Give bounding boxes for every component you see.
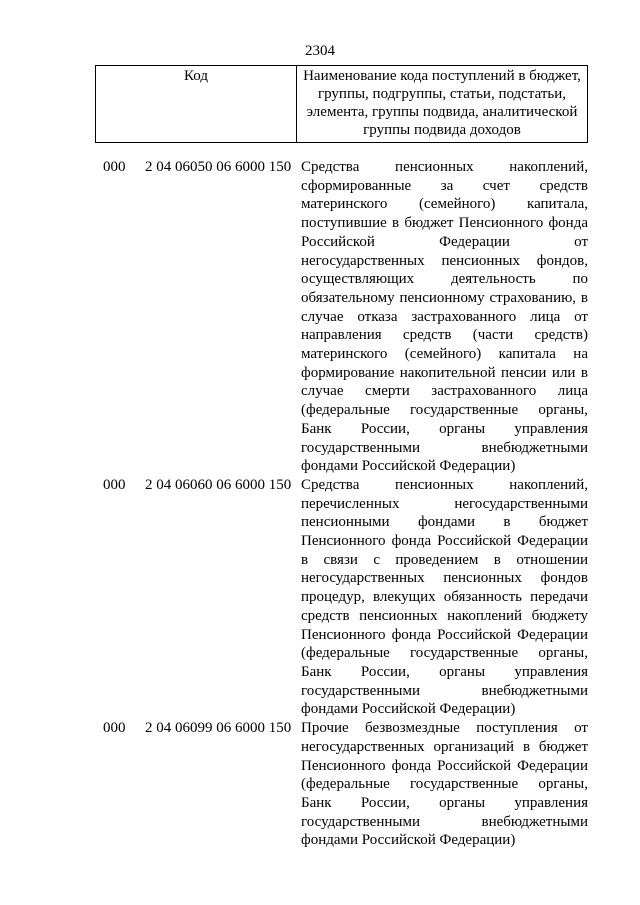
page-number: 2304 [305,43,335,59]
admin-code: 000 [103,720,126,737]
header-name-cell: Наименование кода поступлений в бюджет, группы, подгруппы, статьи, подстатьи, элемента, группы подвида, аналитической группы подвида доходов [297,66,588,143]
income-code: 2 04 06060 06 6000 150 [145,476,292,493]
income-description: Прочие безвозмездные поступления от негосударственных организаций в бюджет Пенсионного фонда Российской Федерации (федеральные государственные органы, Банк России, органы управления государственными внебюджетными фондами Российской Федерации) [301,720,588,849]
income-description: Средства пенсионных накоплений, перечисленных негосударственными пенсионными фондами в бюджет Пенсионного фонда Российской Федерации в связи с проведением в отношении негосударственных пенсионных фондов процедур, влекущих обязанность передачи средств пенсионных накоплений бюджету Пенсионного фонда Российской Федерации (федеральные государственные органы, Банк России, органы управления государственными внебюджетными фондами Российской Федерации) [301,476,588,718]
income-code: 2 04 06050 06 6000 150 [145,159,292,175]
table-body [0,158,640,850]
income-description: Средства пенсионных накоплений, сформированные за счет средств материнского (семейного) капитала, поступившие в бюджет Пенсионного фонда Российской Федерации от негосударственных пенсионных фондов, осуществляющих деятельность по обязательному пенсионному страхованию, в случае отказа застрахованного лица от направления средств (части средств) материнского (семейного) капитала на формирование накопительной пенсии или в случае смерти застрахованного лица (федеральные государственные органы, Банк России, органы управления государственными внебюджетными фондами Российской Федерации) [301,159,588,475]
table-header [95,65,588,143]
table-row [0,476,640,719]
header-code-cell: Код [96,66,297,143]
table-row [0,158,640,476]
income-code: 2 04 06099 06 6000 150 [145,720,292,737]
admin-code: 000 [103,159,126,175]
admin-code: 000 [103,476,126,493]
table-row [0,719,640,850]
